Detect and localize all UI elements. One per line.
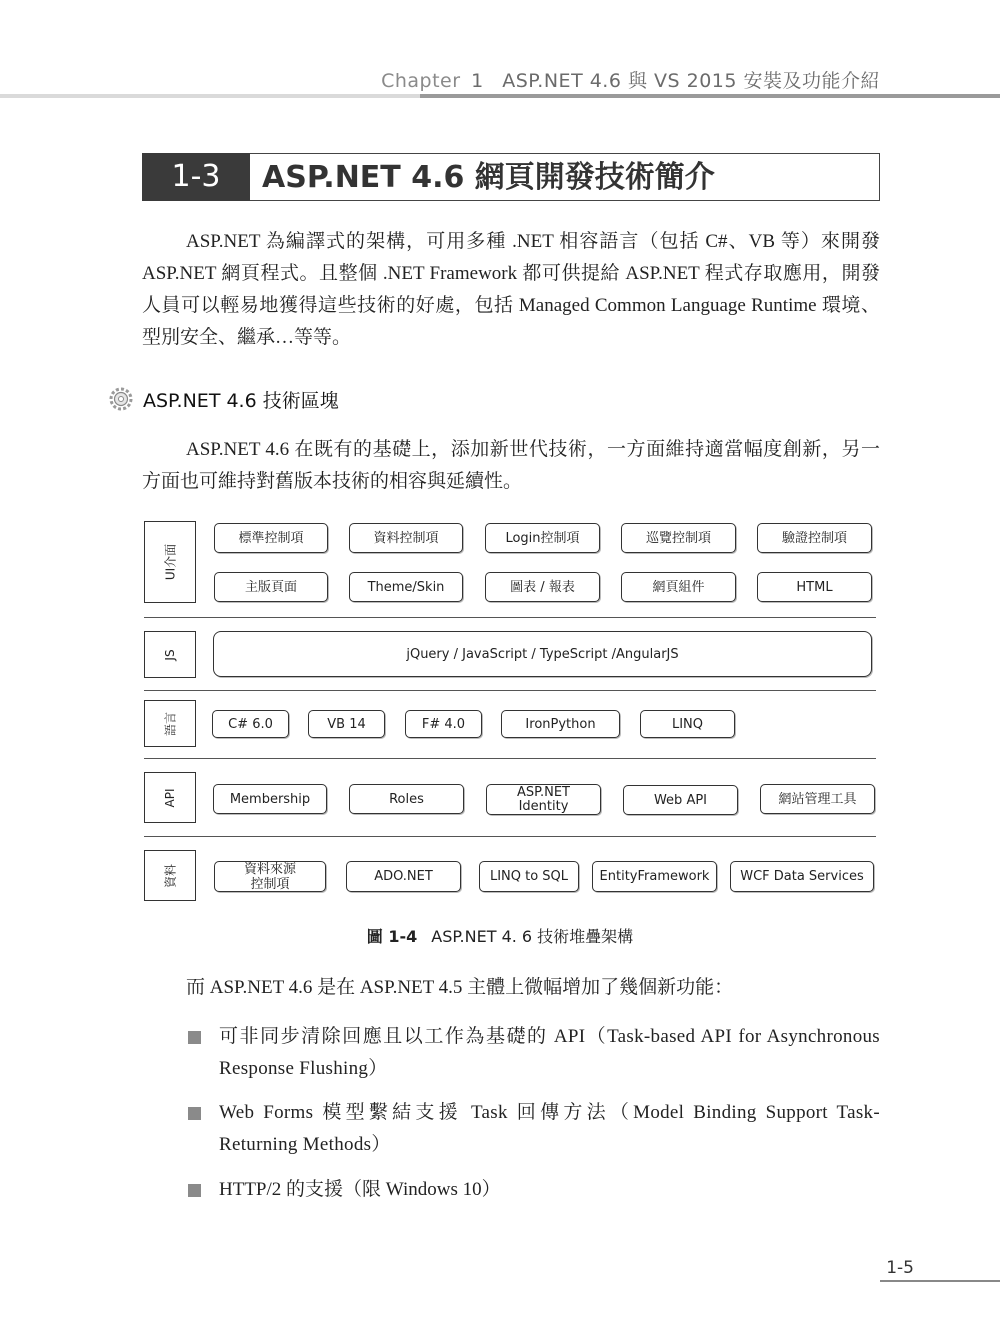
gear-icon [108, 386, 134, 412]
data-item-adonet: ADO.NET [346, 861, 461, 892]
lang-item-fsharp: F# 4.0 [405, 710, 482, 738]
figure-label: 圖 1-4 [366, 927, 418, 946]
header-rule-left [0, 94, 420, 98]
section-title: ASP.NET 4.6 網頁開發技術簡介 [262, 160, 715, 195]
layer-label-js [144, 631, 196, 678]
ui-item-navigation-controls: 巡覽控制項 [621, 523, 736, 553]
bullet-item-http2: HTTP/2 的支援（限 Windows 10） [219, 1179, 501, 1200]
api-item-identity: ASP.NET Identity [486, 784, 601, 815]
js-item-libraries: jQuery / JavaScript / TypeScript /AngularJS [213, 631, 872, 677]
ui-item-data-controls: 資料控制項 [349, 523, 463, 553]
figure-caption [0, 924, 1000, 947]
bullet-item-model-binding: Web Forms 模型繫結支援 Task 回傳方法（Model Binding Support Task-Returning Methods） [219, 1102, 880, 1155]
data-item-datasource-controls: 資料來源 控制項 [214, 861, 326, 892]
layer-divider [144, 690, 876, 691]
api-item-roles: Roles [349, 784, 464, 814]
bullet-marker [188, 1184, 201, 1197]
layer-label-data [144, 850, 196, 901]
layer-label-languages-text: 語言 [163, 711, 178, 736]
lang-item-csharp: C# 6.0 [212, 710, 289, 738]
chapter-word: Chapter [381, 70, 461, 92]
layer-divider [144, 836, 876, 837]
ui-item-validation-controls: 驗證控制項 [757, 523, 872, 553]
chapter-title: ASP.NET 4.6 與 VS 2015 安裝及功能介紹 [502, 70, 880, 92]
layer-label-data-text: 資料 [163, 863, 178, 888]
page-number: 1-5 [886, 1258, 914, 1278]
bullet-marker [188, 1107, 201, 1120]
layer-divider [144, 617, 876, 618]
lang-item-vb: VB 14 [308, 710, 385, 738]
layer-label-ui [144, 521, 196, 603]
layer-label-api-text: API [163, 788, 177, 807]
tech-block-paragraph: ASP.NET 4.6 在既有的基礎上，添加新世代技術，一方面維持適當幅度創新，另一方面也可維持對舊版本技術的相容與延續性。 [142, 439, 880, 492]
subheading: ASP.NET 4.6 技術區塊 [143, 390, 339, 412]
ui-item-standard-controls: 標準控制項 [214, 523, 328, 553]
intro-paragraph: ASP.NET 為編譯式的架構，可用多種 .NET 相容語言（包括 C#、VB 等）來開發 ASP.NET 網頁程式。且整個 .NET Framework 都可供提給 ASP.NET 程式存取應用，開發人員可以輕易地獲得這些技術的好處，包括 Managed Common Language Runtime 環境、型別安全、繼承…等等。 [142, 231, 880, 348]
ui-item-charts-reports: 圖表 / 報表 [485, 572, 600, 602]
lang-item-ironpython: IronPython [501, 710, 620, 738]
page-number-rule [880, 1280, 1000, 1282]
layer-label-js-text: JS [163, 648, 177, 661]
ui-item-theme-skin: Theme/Skin [349, 572, 463, 602]
data-item-linq-to-sql: LINQ to SQL [479, 861, 579, 892]
running-header [381, 66, 880, 93]
bullet-marker [188, 1031, 201, 1044]
ui-item-master-page: 主版頁面 [214, 572, 328, 602]
chapter-number: 1 [471, 70, 484, 92]
api-item-site-admin: 網站管理工具 [760, 784, 875, 814]
figure-caption-text: ASP.NET 4. 6 技術堆疊架構 [431, 927, 634, 946]
layer-label-languages [144, 700, 196, 747]
ui-item-login-controls: Login控制項 [485, 523, 600, 553]
layer-divider [144, 758, 876, 759]
data-item-wcf-data-services: WCF Data Services [730, 861, 874, 892]
data-item-entity-framework: EntityFramework [592, 861, 717, 892]
api-item-membership: Membership [213, 784, 327, 814]
layer-label-api [144, 772, 196, 823]
lang-item-linq: LINQ [640, 710, 735, 738]
layer-label-ui-text: UI介面 [163, 543, 178, 581]
bullet-item-async-flush: 可非同步清除回應且以工作為基礎的 API（Task-based API for Asynchronous Response Flushing） [219, 1026, 880, 1079]
api-item-web-api: Web API [623, 785, 738, 815]
new-features-intro: 而 ASP.NET 4.6 是在 ASP.NET 4.5 主體上微幅增加了幾個新功能： [186, 977, 734, 998]
header-rule-right [420, 94, 1000, 98]
ui-item-web-parts: 網頁組件 [621, 572, 736, 602]
ui-item-html: HTML [757, 572, 872, 602]
section-number: 1-3 [142, 153, 250, 201]
